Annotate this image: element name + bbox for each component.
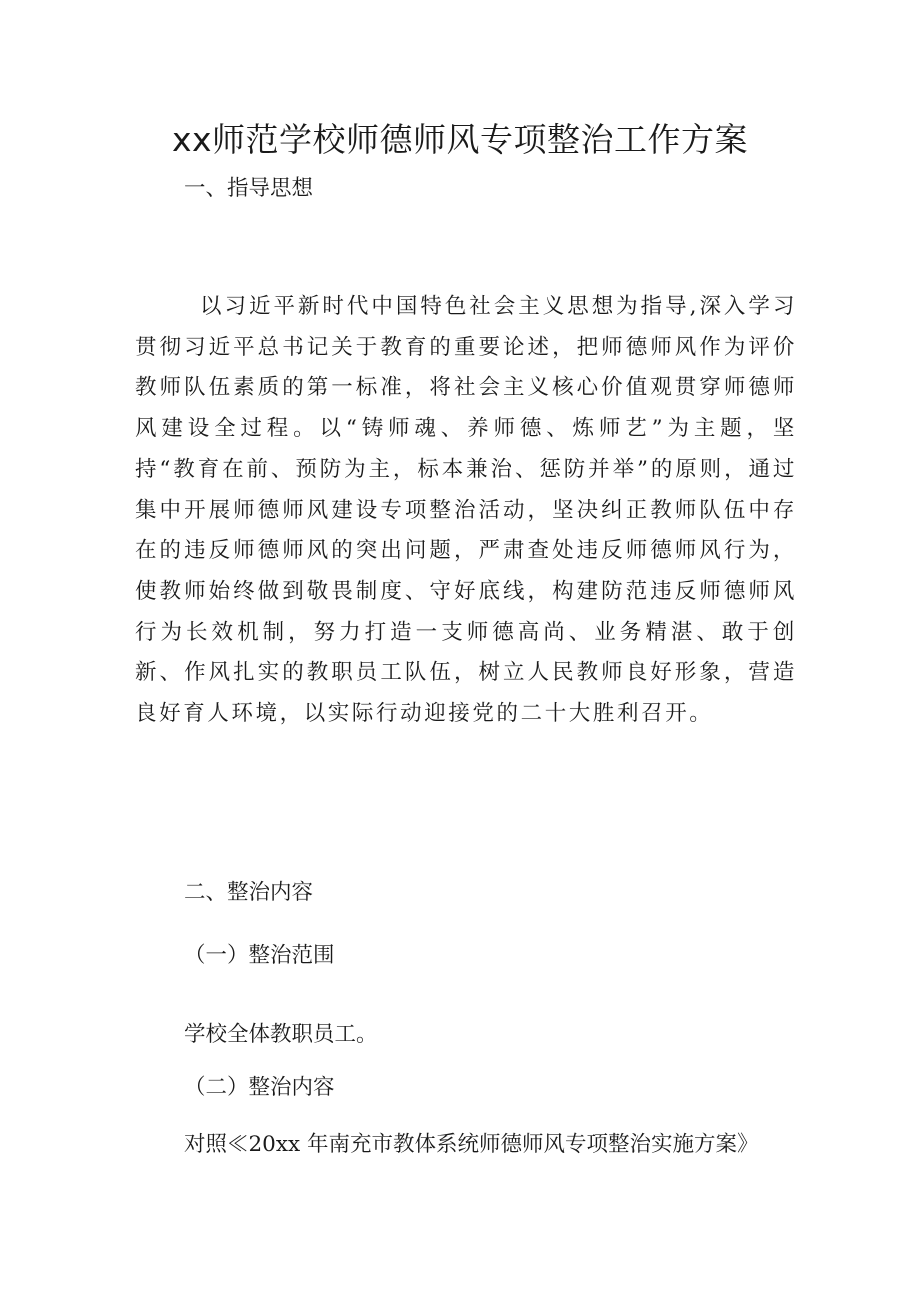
section-1-heading: 一、指导思想 [184, 176, 314, 201]
subsection-2-paragraph: 对照≪20xx 年南充市教体系统师德师风专项整治实施方案》 [184, 1132, 759, 1157]
document-title: xx师范学校师德师风专项整治工作方案 [171, 120, 749, 159]
section-2-heading: 二、整治内容 [184, 880, 314, 905]
subsection-2-heading: （二）整治内容 [184, 1075, 335, 1100]
subsection-1-heading: （一）整治范围 [184, 943, 335, 968]
section-1-paragraph: 以习近平新时代中国特色社会主义思想为指导,深入学习贯彻习近平总书记关于教育的重要论述，把师德师风作为评价教师队伍素质的第一标准，将社会主义核心价值观贯穿师德师风建设全过程。以“铸师魂、养师德、炼师艺”为主题，坚持“教育在前、预防为主，标本兼治、惩防并举”的原则，通过集中开展师德师风建设专项整治活动，坚决纠正教师队伍中存在的违反师德师风的突出问题，严肃查处违反师德师风行为，使教师始终做到敬畏制度、守好底线，构建防范违反师德师风行为长效机制，努力打造一支师德高尚、业务精湛、敢于创新、作风扎实的教职员工队伍，树立人民教师良好形象，营造良好育人环境，以实际行动迎接党的二十大胜利召开。 [135, 294, 797, 727]
subsection-1-paragraph: 学校全体教职员工。 [184, 1022, 378, 1047]
